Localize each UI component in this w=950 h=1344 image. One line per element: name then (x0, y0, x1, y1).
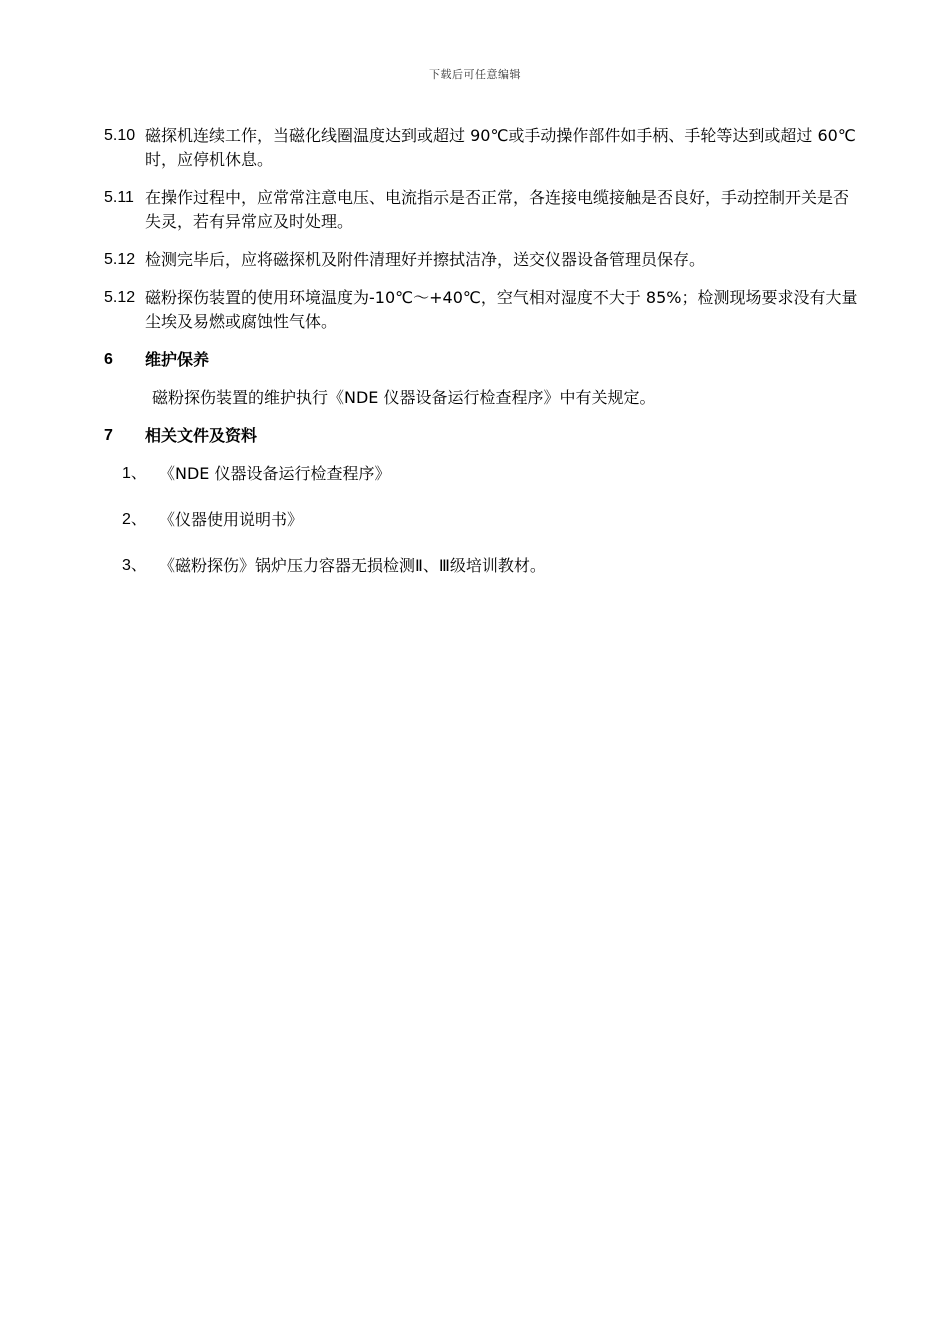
document-body (104, 124, 864, 600)
section-number: 6 (104, 351, 113, 368)
clause-text: 磁粉探伤装置的使用环境温度为-10℃～+40℃，空气相对湿度不大于 85%；检测现场要求没有大量尘埃及易燃或腐蚀性气体。 (145, 288, 858, 331)
list-item-number: 2、 (122, 511, 147, 528)
clause-5-12-a (104, 248, 864, 272)
clause-text: 在操作过程中，应常常注意电压、电流指示是否正常，各连接电缆接触是否良好，手动控制开关是否失灵，若有异常应及时处理。 (145, 188, 850, 231)
clause-number: 5.10 (104, 127, 136, 144)
section-7-heading (104, 424, 864, 448)
clause-text: 检测完毕后，应将磁探机及附件清理好并擦拭洁净，送交仪器设备管理员保存。 (145, 250, 706, 269)
section-number: 7 (104, 427, 113, 444)
clause-5-11 (104, 186, 864, 234)
clause-text: 磁探机连续工作，当磁化线圈温度达到或超过 90℃或手动操作部件如手柄、手轮等达到或超过 60℃时，应停机休息。 (145, 126, 856, 169)
list-item-number: 3、 (122, 557, 147, 574)
section-6-heading (104, 348, 864, 372)
list-item-text: 《仪器使用说明书》 (159, 510, 304, 529)
clause-number: 5.12 (104, 289, 136, 306)
list-item (104, 462, 864, 486)
clause-number: 5.11 (104, 189, 134, 206)
clause-5-12-b (104, 286, 864, 334)
list-item-text: 《NDE 仪器设备运行检查程序》 (159, 464, 391, 483)
list-item-number: 1、 (122, 465, 147, 482)
reference-list (104, 462, 864, 578)
section-title: 相关文件及资料 (145, 426, 258, 445)
clause-number: 5.12 (104, 251, 136, 268)
section-6-paragraph: 磁粉探伤装置的维护执行《NDE 仪器设备运行检查程序》中有关规定。 (152, 388, 656, 407)
clause-5-10 (104, 124, 864, 172)
list-item-text: 《磁粉探伤》锅炉压力容器无损检测Ⅱ、Ⅲ级培训教材。 (159, 556, 546, 575)
section-title: 维护保养 (145, 350, 210, 369)
list-item (104, 508, 864, 532)
page-header: 下载后可任意编辑 (429, 68, 521, 81)
list-item (104, 554, 864, 578)
